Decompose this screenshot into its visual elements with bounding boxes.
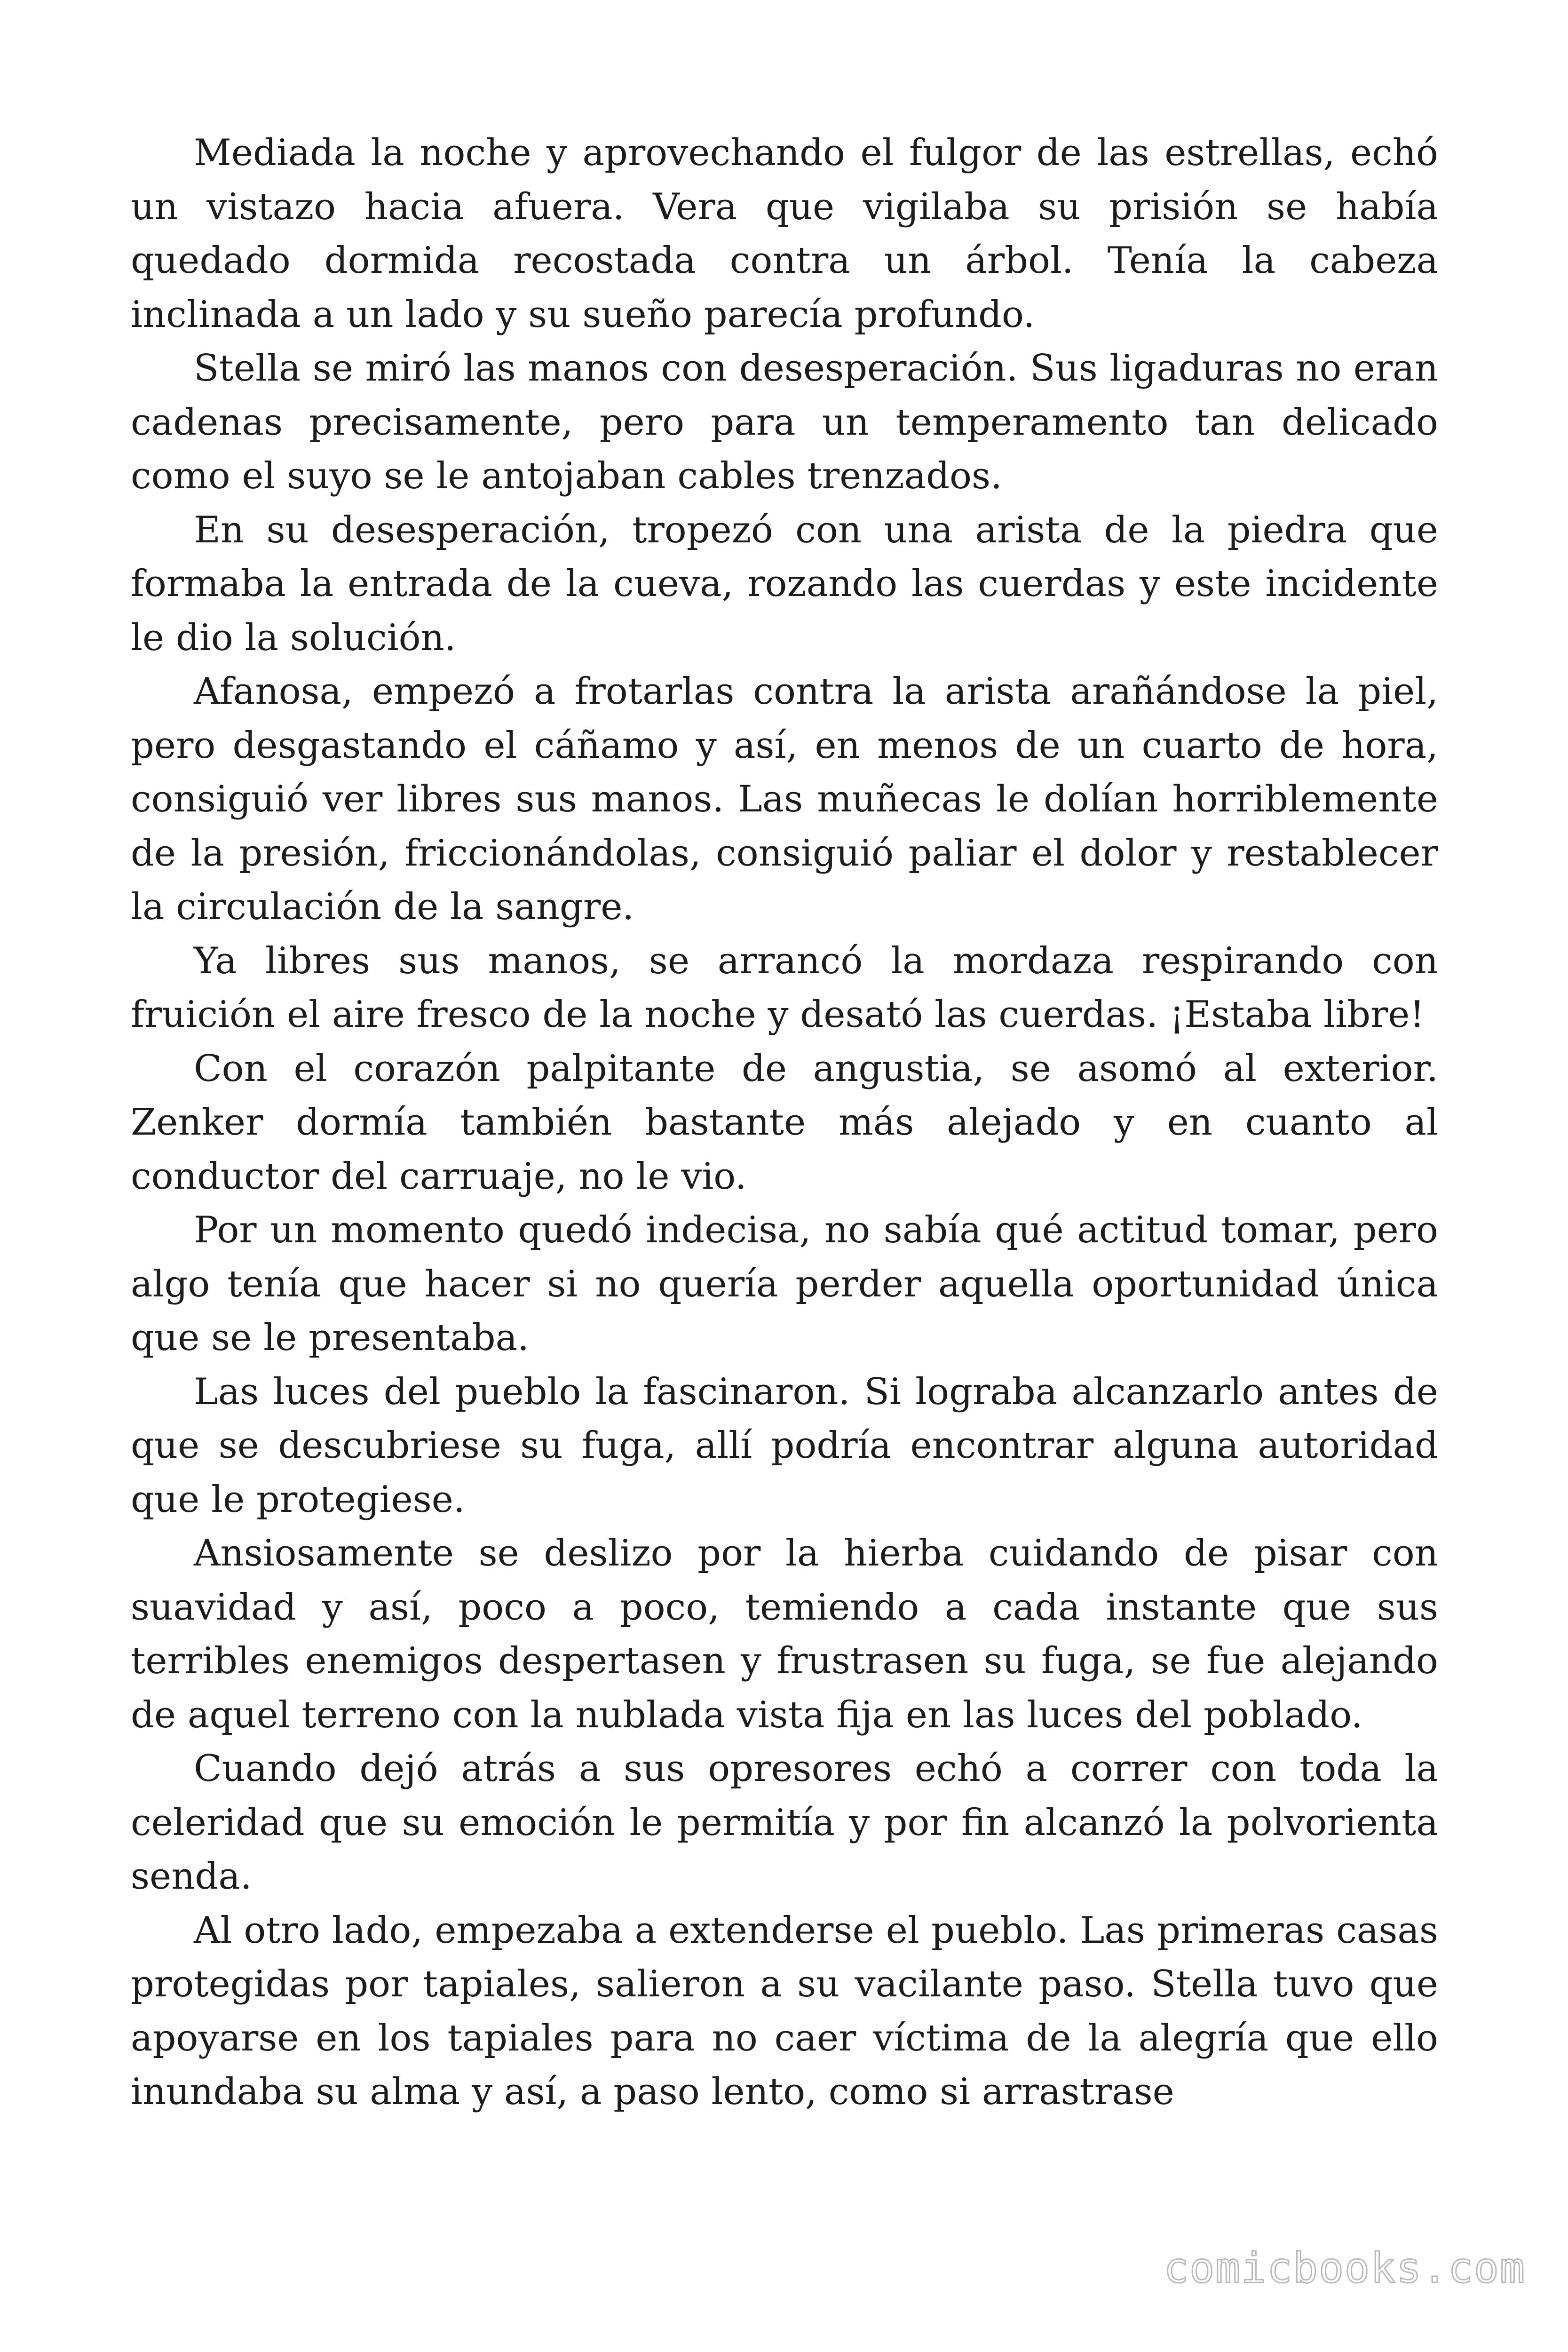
paragraph-7: Por un momento quedó indecisa, no sabía qué actitud tomar, pero algo tenía que hacer si no quería perder aquella oportunidad única que se le presentaba. — [131, 1209, 1438, 1359]
paragraph-10: Cuando dejó atrás a sus opresores echó a correr con toda la celeridad que su emoción le permitía y por fin alcanzó la polvorienta senda. — [131, 1748, 1438, 1898]
body-text — [131, 126, 1438, 2119]
paragraph-3: En su desesperación, tropezó con una arista de la piedra que formaba la entrada de la cueva, rozando las cuerdas y este incidente le dio la solución. — [131, 509, 1438, 659]
paragraph-9: Ansiosamente se deslizo por la hierba cuidando de pisar con suavidad y así, poco a poco, temiendo a cada instante que sus terribles enemigos despertasen y frustrasen su fuga, se fue alejando de aquel terreno con la nublada vista fija en las luces del poblado. — [131, 1532, 1438, 1736]
paragraph-1: Mediada la noche y aprovechando el fulgor de las estrellas, echó un vistazo hacia afuera. Vera que vigilaba su prisión se había quedado dormida recostada contra un árbol. Tenía la cabeza inclinada a un lado y su sueño parecía profundo. — [131, 132, 1438, 336]
paragraph-2: Stella se miró las manos con desesperación. Sus ligaduras no eran cadenas precisamente, pero para un temperamento tan delicado como el suyo se le antojaban cables trenzados. — [131, 347, 1438, 497]
paragraph-11: Al otro lado, empezaba a extenderse el pueblo. Las primeras casas protegidas por tapiales, salieron a su vacilante paso. Stella tuvo que apoyarse en los tapiales para no caer víctima de la alegría que ello inundaba su alma y así, a paso lento, como si arrastrase — [131, 1909, 1438, 2113]
paragraph-8: Las luces del pueblo la fascinaron. Si lograba alcanzarlo antes de que se descubriese su fuga, allí podría encontrar alguna autoridad que le protegiese. — [131, 1370, 1438, 1521]
paragraph-5: Ya libres sus manos, se arrancó la mordaza respirando con fruición el aire fresco de la noche y desató las cuerdas. ¡Estaba libre! — [131, 939, 1438, 1036]
paragraph-6: Con el corazón palpitante de angustia, se asomó al exterior. Zenker dormía también bastante más alejado y en cuanto al conductor del carruaje, no le vio. — [131, 1047, 1438, 1198]
watermark: comicbooks.com — [1164, 2244, 1526, 2292]
paragraph-4: Afanosa, empezó a frotarlas contra la arista arañándose la piel, pero desgastando el cáñamo y así, en menos de un cuarto de hora, consiguió ver libres sus manos. Las muñecas le dolían horriblemente de la presión, friccionándolas, consiguió paliar el dolor y restablecer la circulación de la sangre. — [131, 670, 1438, 928]
